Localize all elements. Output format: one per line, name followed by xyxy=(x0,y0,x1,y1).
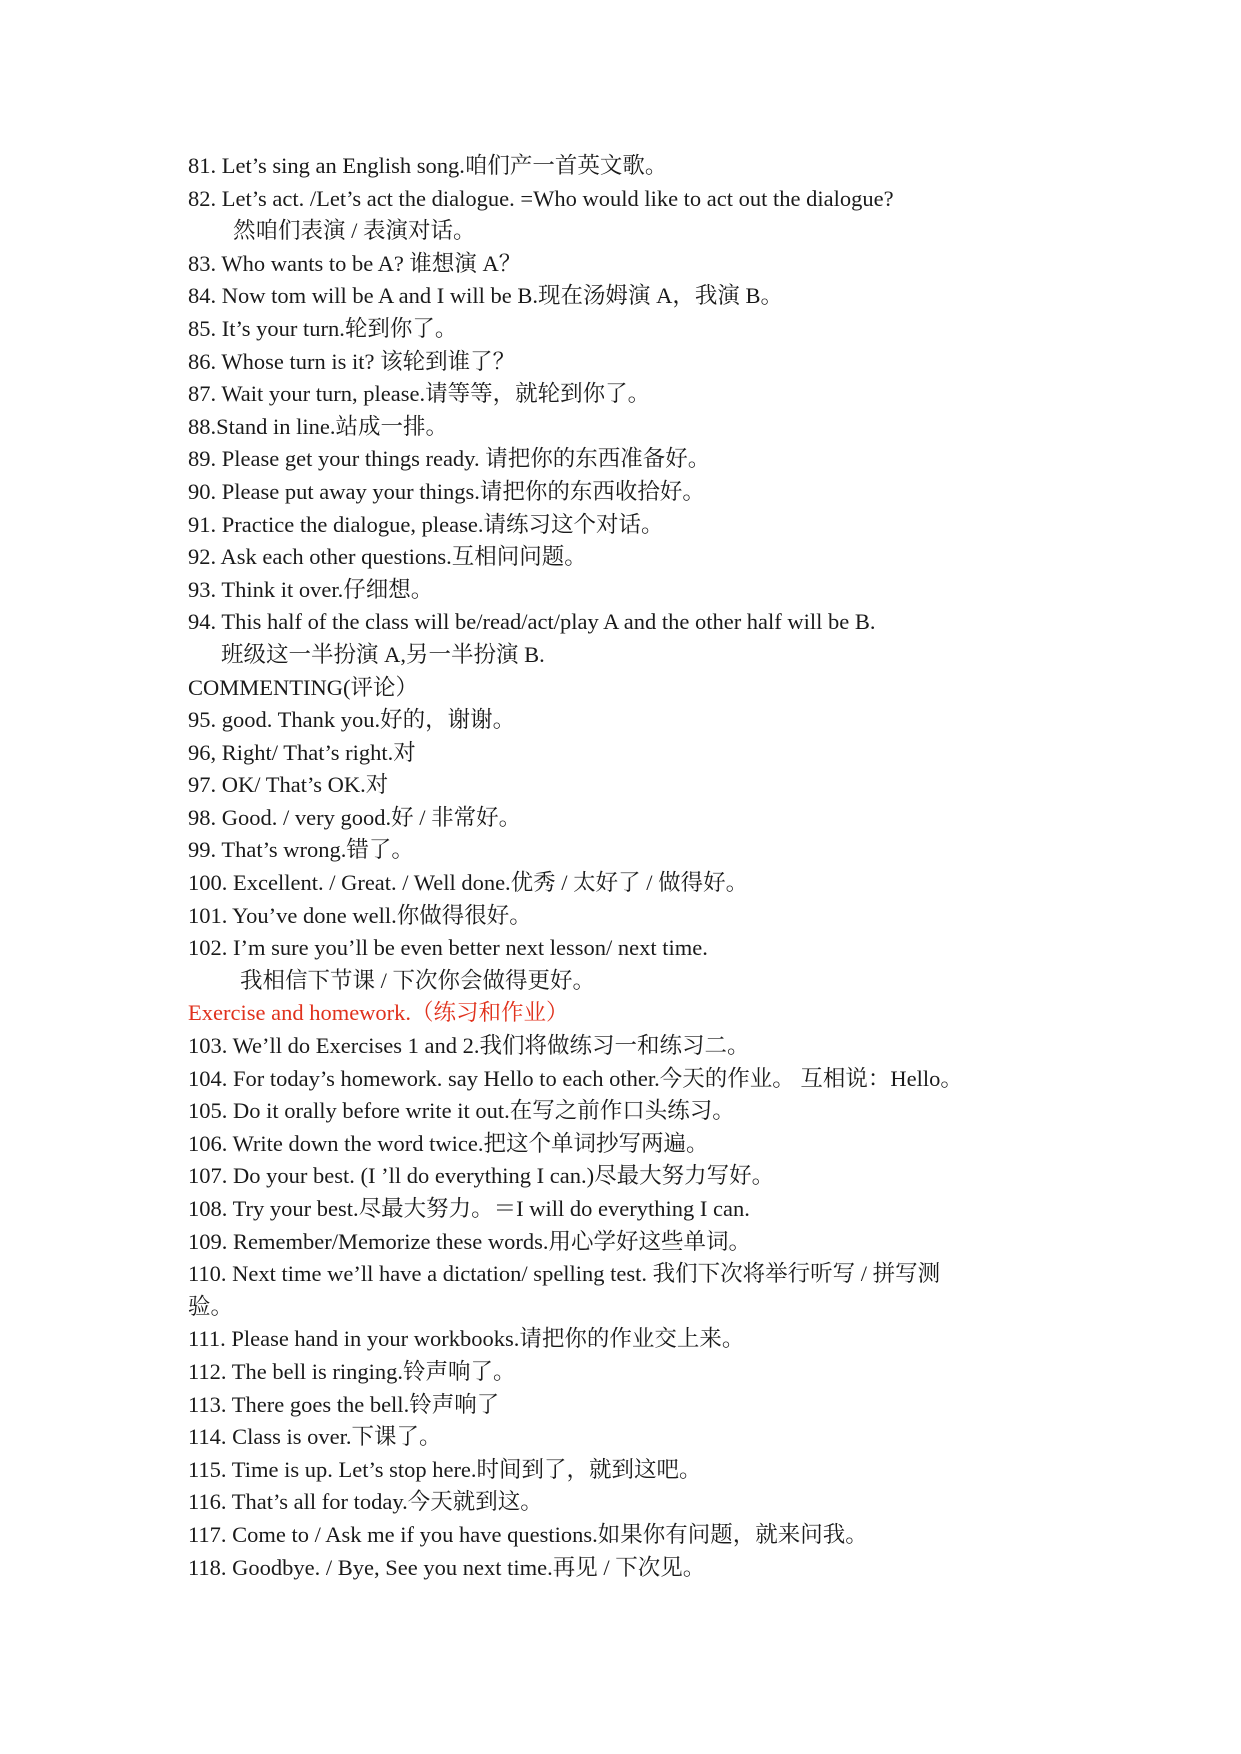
text-line: 83. Who wants to be A? 谁想演 A？ xyxy=(188,250,522,276)
text-line: 105. Do it orally before write it out.在写之前作口头练习。 xyxy=(188,1098,735,1124)
text-line: 102. I’m sure you’ll be even better next lesson/ next time. xyxy=(188,935,708,961)
text-line: 85. It’s your turn.轮到你了。 xyxy=(188,315,458,341)
section-heading: COMMENTING(评论） xyxy=(188,674,418,700)
text-line: 97. OK/ That’s OK.对 xyxy=(188,772,389,798)
text-line: 107. Do your best. (I ’ll do everything I can.)尽最大努力写好。 xyxy=(188,1163,775,1189)
text-line: 104. For today’s homework. say Hello to each other.今天的作业。 互相说：Hello。 xyxy=(188,1065,963,1091)
text-line: 117. Come to / Ask me if you have questions.如果你有问题，就来问我。 xyxy=(188,1521,868,1547)
text-line: 110. Next time we’ll have a dictation/ spelling test. 我们下次将举行听写 / 拼写测 xyxy=(188,1261,941,1287)
translation-line: 然咱们表演 / 表演对话。 xyxy=(233,218,476,244)
translation-line: 我相信下节课 / 下次你会做得更好。 xyxy=(240,967,596,993)
document-page xyxy=(188,150,1068,1584)
text-line: 99. That’s wrong.错了。 xyxy=(188,837,414,863)
text-line: 108. Try your best.尽最大努力。＝I will do everything I can. xyxy=(188,1196,750,1221)
text-line: 93. Think it over.仔细想。 xyxy=(188,576,434,602)
text-line: 106. Write down the word twice.把这个单词抄写两遍。 xyxy=(188,1130,709,1156)
text-line: 103. We’ll do Exercises 1 and 2.我们将做练习一和练习二。 xyxy=(188,1033,750,1059)
text-line: 114. Class is over.下课了。 xyxy=(188,1424,442,1450)
text-line: 116. That’s all for today.今天就到这。 xyxy=(188,1489,543,1515)
text-line: 101. You’ve done well.你做得很好。 xyxy=(188,902,532,928)
text-line: 100. Excellent. / Great. / Well done.优秀 / 太好了 / 做得好。 xyxy=(188,870,749,896)
text-line: 86. Whose turn is it? 该轮到谁了？ xyxy=(188,348,516,374)
text-line: 98. Good. / very good.好 / 非常好。 xyxy=(188,804,522,830)
text-line: 验。 xyxy=(188,1293,234,1319)
text-line: 91. Practice the dialogue, please.请练习这个对话。 xyxy=(188,511,664,537)
text-line: 95. good. Thank you.好的，谢谢。 xyxy=(188,707,516,733)
text-line: 90. Please put away your things.请把你的东西收拾好。 xyxy=(188,478,705,504)
text-line: 88.Stand in line.站成一排。 xyxy=(188,413,448,439)
section-heading: Exercise and homework.（练习和作业） xyxy=(188,1000,569,1026)
text-line: 112. The bell is ringing.铃声响了。 xyxy=(188,1358,516,1384)
text-line: 81. Let’s sing an English song.咱们产一首英文歌。 xyxy=(188,153,668,178)
text-line: 92. Ask each other questions.互相问问题。 xyxy=(188,544,587,570)
translation-line: 班级这一半扮演 A,另一半扮演 B. xyxy=(221,641,545,667)
text-line: 89. Please get your things ready. 请把你的东西准备好。 xyxy=(188,446,711,472)
text-line: 87. Wait your turn, please.请等等，就轮到你了。 xyxy=(188,381,651,407)
text-line: 115. Time is up. Let’s stop here.时间到了，就到这吧。 xyxy=(188,1456,702,1482)
text-line: 113. There goes the bell.铃声响了 xyxy=(188,1391,500,1417)
text-line: 118. Goodbye. / Bye, See you next time.再见 / 下次见。 xyxy=(188,1554,706,1580)
text-line: 82. Let’s act. /Let’s act the dialogue. =Who would like to act out the dialogue? xyxy=(188,185,894,211)
text-line: 94. This half of the class will be/read/act/play A and the other half will be B. xyxy=(188,609,876,635)
text-line: 111. Please hand in your workbooks.请把你的作业交上来。 xyxy=(188,1326,745,1352)
text-line: 84. Now tom will be A and I will be B.现在汤姆演 A，我演 B。 xyxy=(188,283,783,309)
text-line: 96, Right/ That’s right.对 xyxy=(188,739,416,765)
text-line: 109. Remember/Memorize these words.用心学好这些单词。 xyxy=(188,1228,752,1254)
